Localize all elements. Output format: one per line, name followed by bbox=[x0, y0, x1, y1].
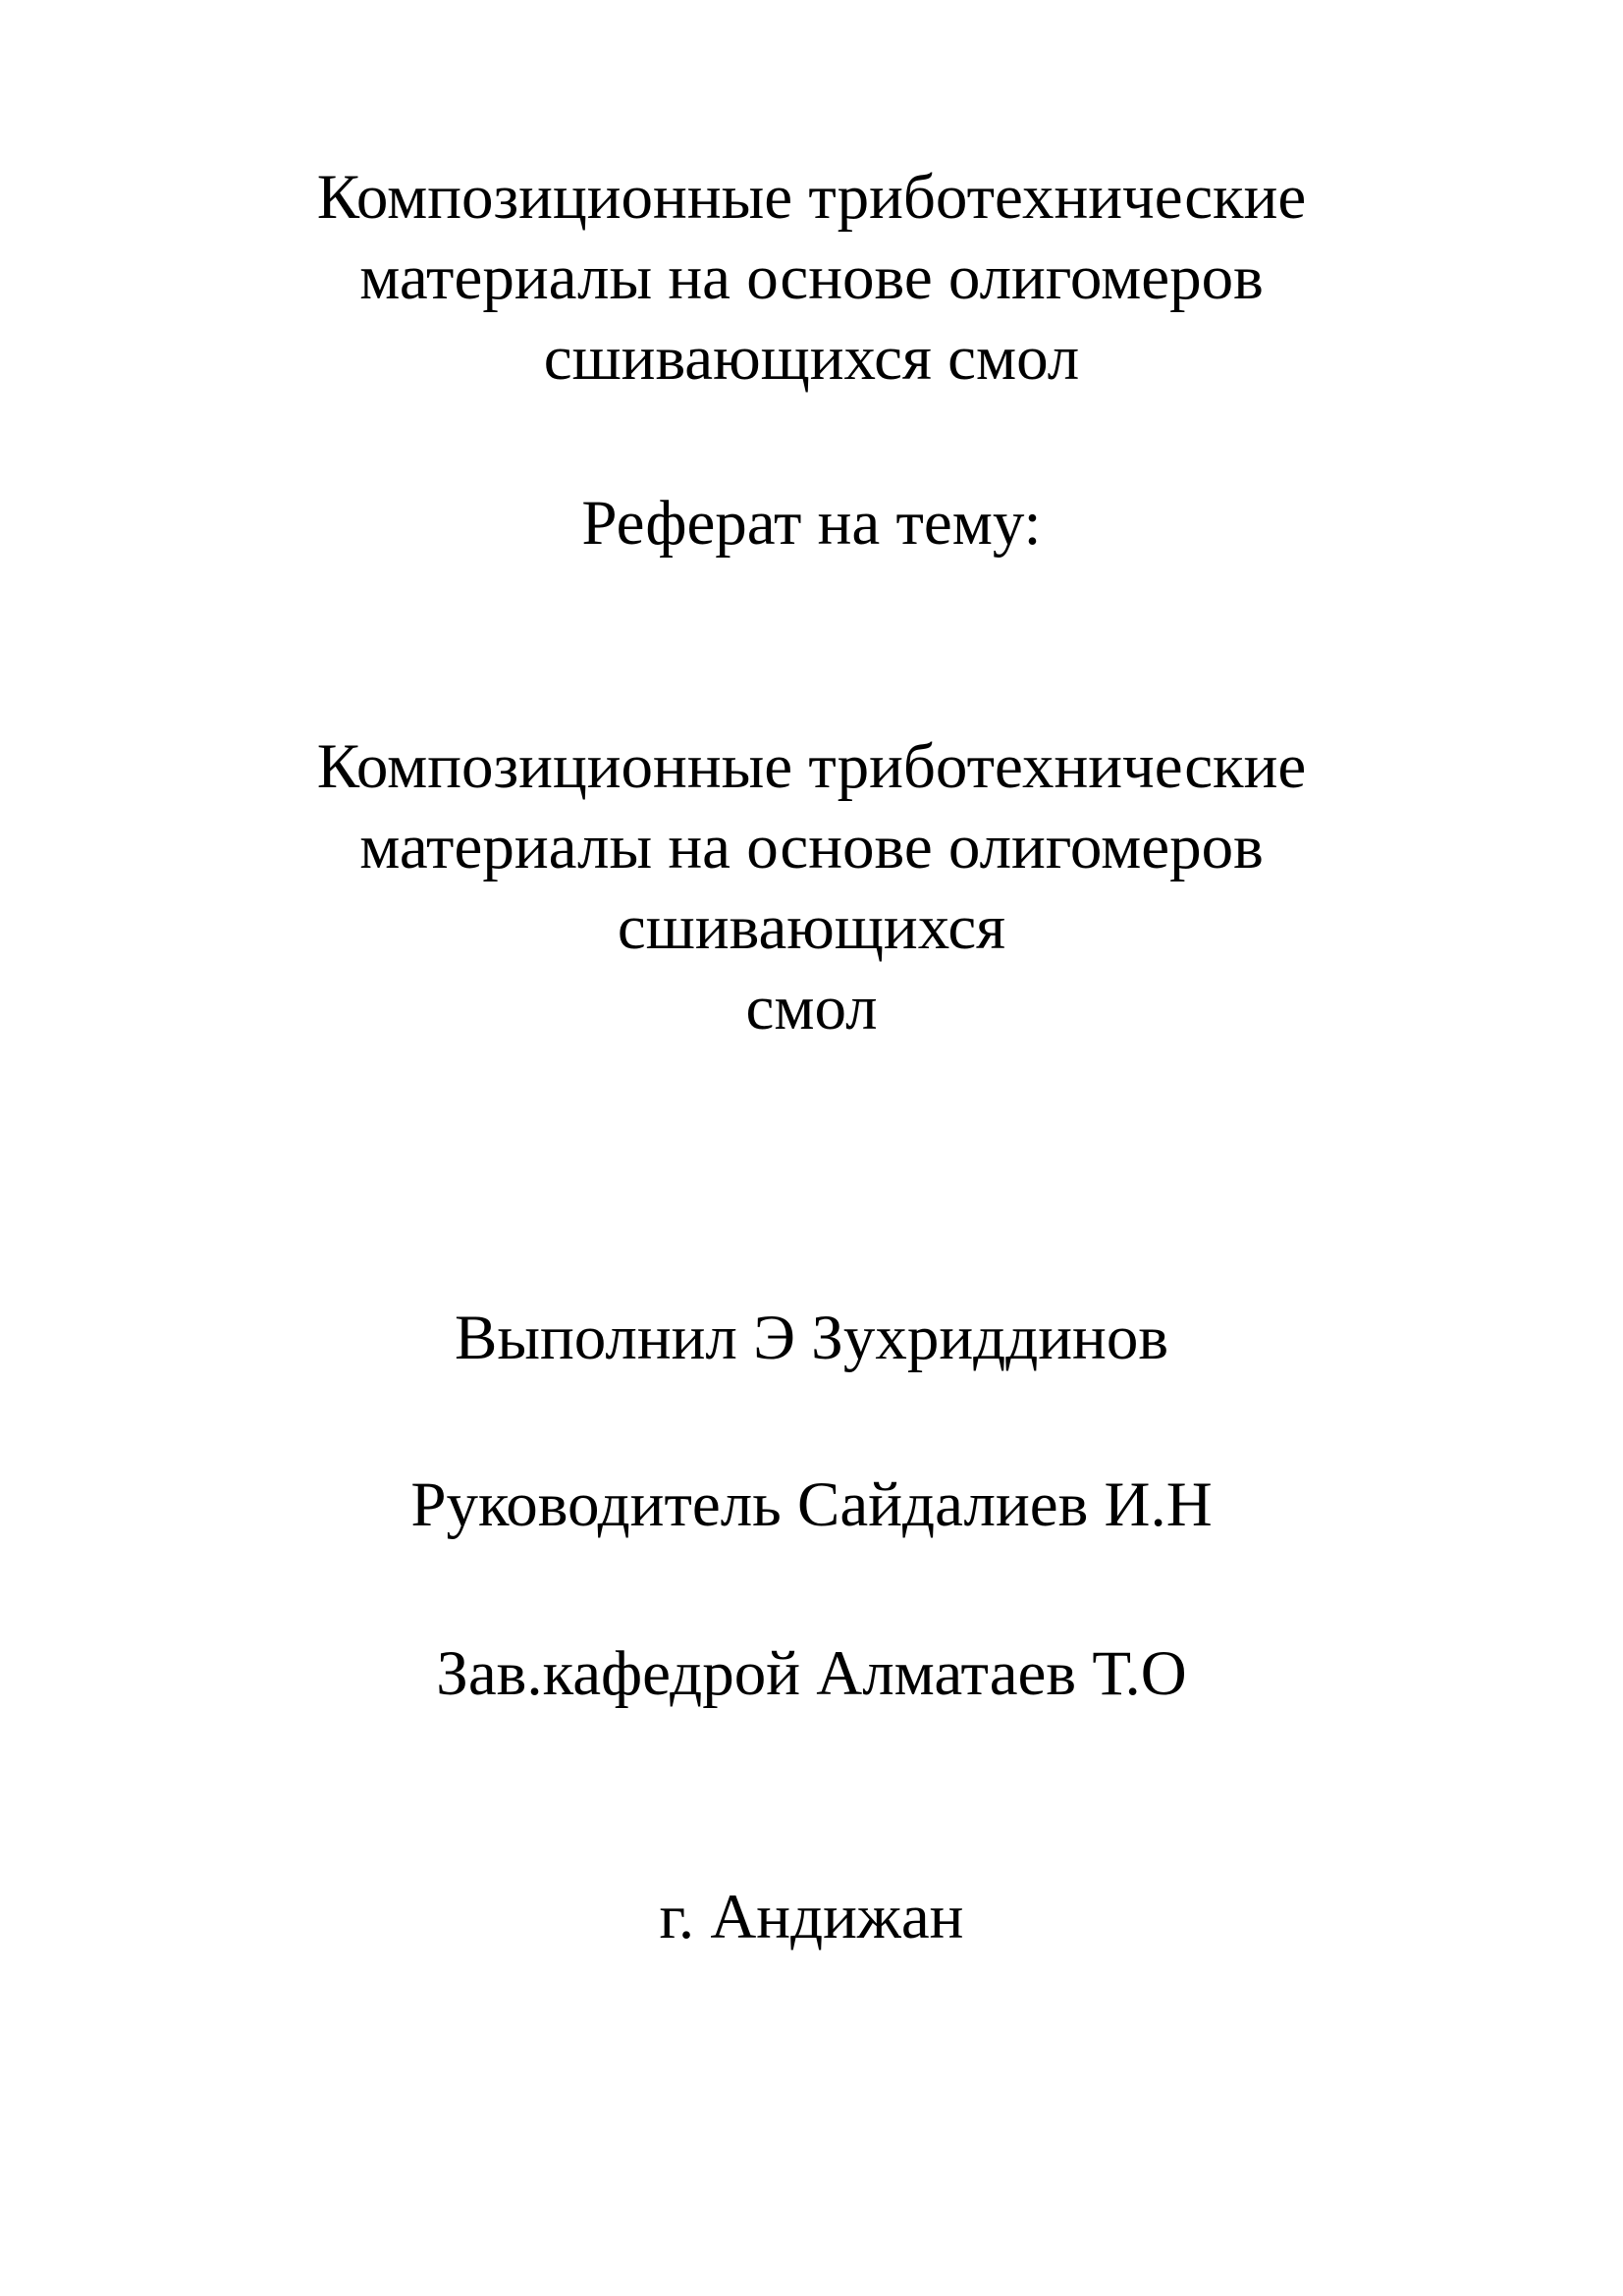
header-title-line-3: сшивающихся смол bbox=[543, 323, 1080, 394]
topic-title-line-1: Композиционные триботехнические bbox=[316, 731, 1307, 802]
head-of-department: Зав.кафедрой Алматаев Т.О bbox=[436, 1638, 1187, 1709]
header-title-line-1: Композиционные триботехнические bbox=[316, 162, 1307, 233]
header-title bbox=[0, 157, 1623, 399]
performed-by: Выполнил Э Зухриддинов bbox=[454, 1303, 1169, 1373]
supervisor: Руководитель Сайдалиев И.Н bbox=[410, 1469, 1213, 1540]
topic-title-line-3: сшивающихся bbox=[617, 892, 1006, 963]
topic-title-line-2: материалы на основе олигомеров bbox=[359, 812, 1264, 882]
topic-title bbox=[0, 726, 1623, 1048]
city: г. Андижан bbox=[659, 1882, 964, 1952]
abstract-subtitle: Реферат на тему: bbox=[581, 488, 1042, 559]
header-title-line-2: материалы на основе олигомеров bbox=[359, 242, 1264, 313]
topic-title-line-4: смол bbox=[745, 973, 878, 1043]
